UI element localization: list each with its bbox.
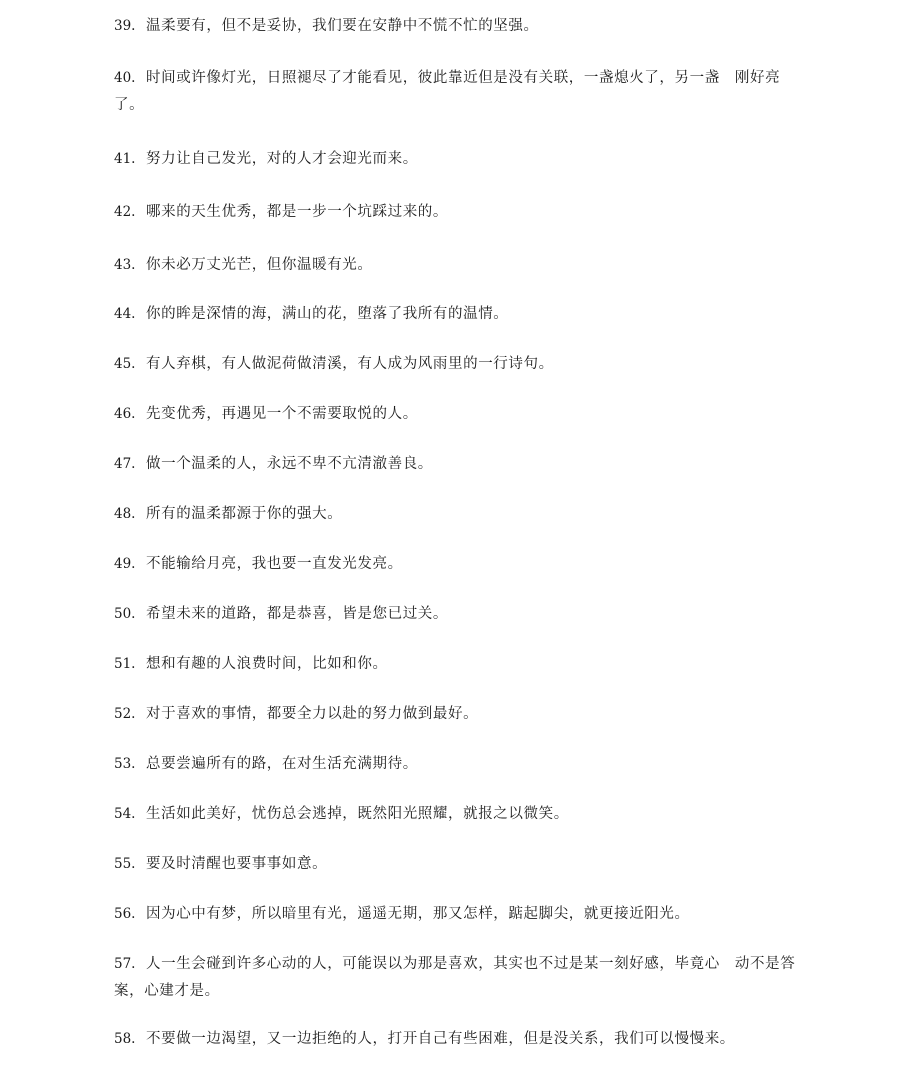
item-number: 51.: [114, 655, 136, 672]
list-item: [114, 252, 804, 279]
item-text: 生活如此美好，忧伤总会逃掉，既然阳光照耀，就报之以微笑。: [146, 805, 569, 822]
item-number: 44.: [114, 305, 136, 322]
list-item: [114, 401, 804, 428]
list-item: [114, 301, 804, 328]
list-item: [114, 801, 804, 828]
list-item: [114, 651, 804, 678]
item-number: 40.: [114, 69, 136, 86]
item-text: 做一个温柔的人，永远不卑不亢清澈善良。: [146, 455, 433, 472]
item-text: 想和有趣的人浪费时间，比如和你。: [146, 655, 388, 672]
item-number: 58.: [114, 1030, 136, 1047]
list-item: [114, 601, 804, 628]
item-number: 42.: [114, 203, 136, 220]
item-number: 41.: [114, 150, 136, 167]
item-text: 温柔要有，但不是妥协，我们要在安静中不慌不忙的坚强。: [146, 17, 539, 34]
item-number: 56.: [114, 905, 136, 922]
item-number: 53.: [114, 755, 136, 772]
list-item: [114, 951, 804, 1005]
item-number: 43.: [114, 256, 136, 273]
item-text: 时间或许像灯光，日照褪尽了才能看见，彼此靠近但是没有关联，一盏熄火了，另一盏 刚好亮了。: [114, 69, 781, 113]
item-text: 先变优秀，再遇见一个不需要取悦的人。: [146, 405, 418, 422]
item-text: 因为心中有梦，所以暗里有光，遥遥无期，那又怎样，踮起脚尖，就更接近阳光。: [146, 905, 690, 922]
item-number: 48.: [114, 505, 136, 522]
list-item: [114, 751, 804, 778]
item-text: 要及时清醒也要事事如意。: [146, 855, 328, 872]
list-item: [114, 13, 804, 40]
list-item: [114, 701, 804, 728]
item-number: 46.: [114, 405, 136, 422]
list-item: [114, 451, 804, 478]
item-number: 55.: [114, 855, 136, 872]
item-text: 对于喜欢的事情，都要全力以赴的努力做到最好。: [146, 705, 479, 722]
list-item: [114, 65, 804, 119]
item-number: 39.: [114, 17, 136, 34]
list-item: [114, 351, 804, 378]
item-text: 总要尝遍所有的路，在对生活充满期待。: [146, 755, 418, 772]
item-text: 所有的温柔都源于你的强大。: [146, 505, 343, 522]
item-text: 希望未来的道路，都是恭喜，皆是您已过关。: [146, 605, 448, 622]
item-text: 不能输给月亮，我也要一直发光发亮。: [146, 555, 403, 572]
item-number: 50.: [114, 605, 136, 622]
list-item: [114, 146, 804, 173]
list-item: [114, 501, 804, 528]
item-number: 52.: [114, 705, 136, 722]
item-text: 努力让自己发光，对的人才会迎光而来。: [146, 150, 418, 167]
item-text: 不要做一边渴望，又一边拒绝的人，打开自己有些困难，但是没关系，我们可以慢慢来。: [146, 1030, 735, 1047]
item-text: 有人弃棋，有人做泥荷做清溪，有人成为风雨里的一行诗句。: [146, 355, 554, 372]
item-text: 你的眸是深情的海，满山的花，堕落了我所有的温情。: [146, 305, 509, 322]
item-text: 哪来的天生优秀，都是一步一个坑踩过来的。: [146, 203, 448, 220]
list-item: [114, 901, 804, 928]
list-item: [114, 851, 804, 878]
item-number: 47.: [114, 455, 136, 472]
list-item: [114, 199, 804, 226]
item-number: 45.: [114, 355, 136, 372]
item-number: 49.: [114, 555, 136, 572]
item-number: 54.: [114, 805, 136, 822]
item-number: 57.: [114, 955, 136, 972]
item-text: 人一生会碰到许多心动的人，可能误以为那是喜欢，其实也不过是某一刻好感，毕竟心 动不是答案，心建才是。: [114, 955, 796, 999]
list-item: [114, 551, 804, 578]
item-text: 你未必万丈光芒，但你温暖有光。: [146, 256, 373, 273]
list-item: [114, 1026, 804, 1053]
